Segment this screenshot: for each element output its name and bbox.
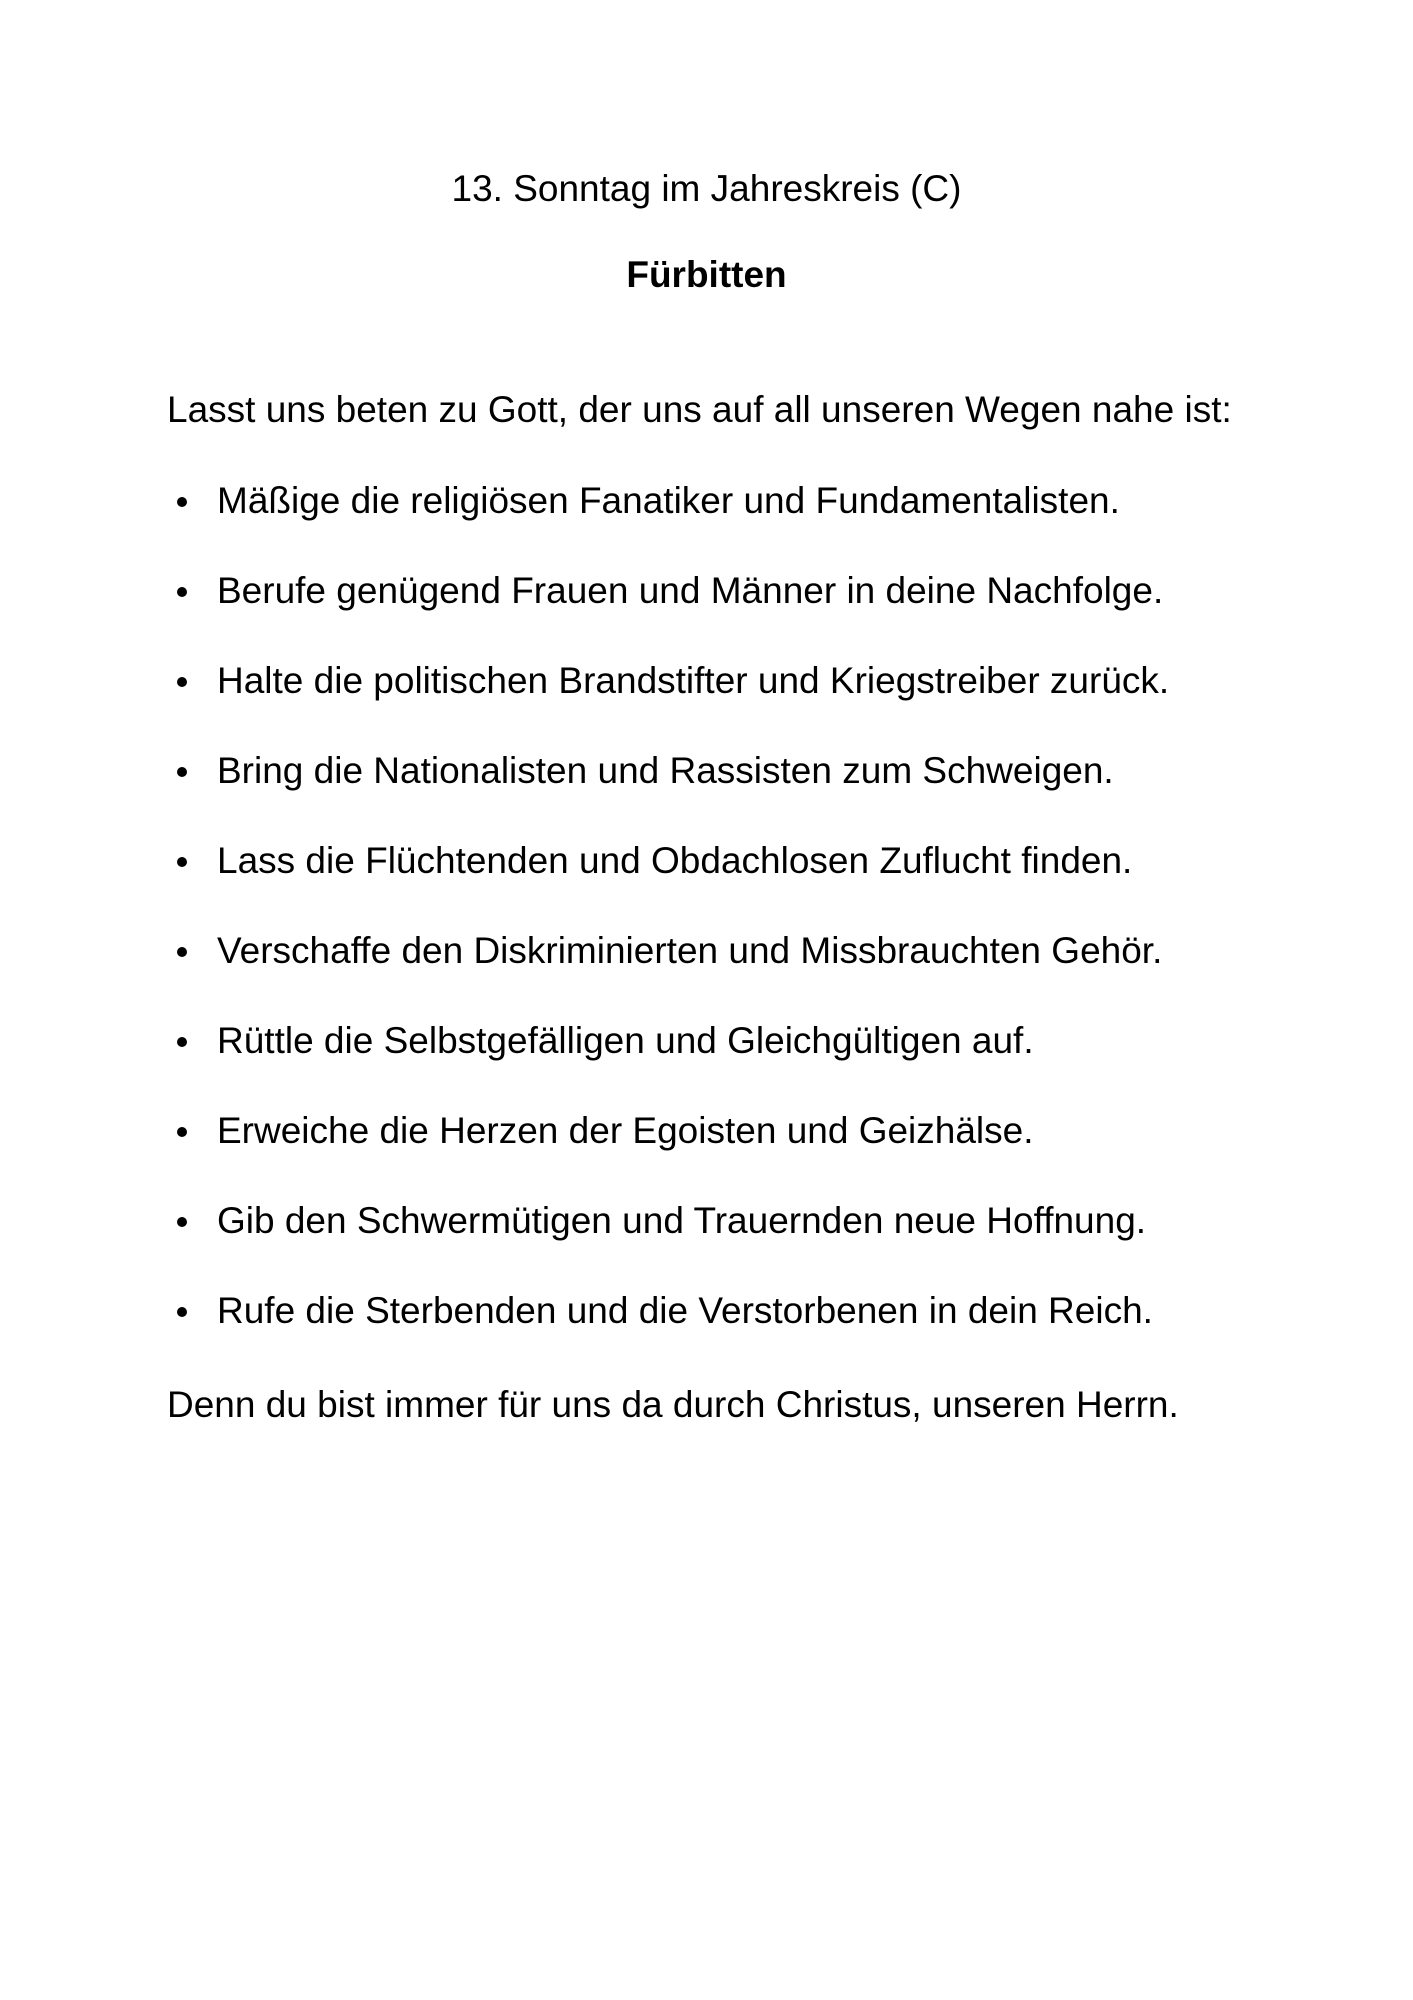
petition-text: Rüttle die Selbstgefälligen und Gleichgültigen auf. — [217, 1020, 1034, 1061]
bullet-icon — [177, 677, 187, 687]
document-title: Fürbitten — [626, 254, 787, 295]
bullet-icon — [177, 857, 187, 867]
bullet-icon — [177, 587, 187, 597]
petition-text: Gib den Schwermütigen und Trauernden neue Hoffnung. — [217, 1200, 1147, 1241]
closing-text: Denn du bist immer für uns da durch Christus, unseren Herrn. — [167, 1384, 1179, 1425]
petition-text: Berufe genügend Frauen und Männer in deine Nachfolge. — [217, 570, 1164, 611]
petition-text: Verschaffe den Diskriminierten und Missbrauchten Gehör. — [217, 930, 1163, 971]
document-subtitle: 13. Sonntag im Jahreskreis (C) — [451, 168, 962, 209]
petition-text: Halte die politischen Brandstifter und Kriegstreiber zurück. — [217, 660, 1170, 701]
intro-text: Lasst uns beten zu Gott, der uns auf all unseren Wegen nahe ist: — [167, 389, 1232, 430]
bullet-icon — [177, 1217, 187, 1227]
petition-text: Bring die Nationalisten und Rassisten zum Schweigen. — [217, 750, 1114, 791]
petition-text: Rufe die Sterbenden und die Verstorbenen in dein Reich. — [217, 1290, 1153, 1331]
petition-text: Erweiche die Herzen der Egoisten und Geizhälse. — [217, 1110, 1034, 1151]
bullet-icon — [177, 1127, 187, 1137]
bullet-icon — [177, 947, 187, 957]
petition-text: Lass die Flüchtenden und Obdachlosen Zuflucht finden. — [217, 840, 1133, 881]
bullet-icon — [177, 1307, 187, 1317]
bullet-icon — [177, 767, 187, 777]
bullet-icon — [177, 1037, 187, 1047]
petition-text: Mäßige die religiösen Fanatiker und Fundamentalisten. — [217, 480, 1120, 521]
bullet-icon — [177, 497, 187, 507]
